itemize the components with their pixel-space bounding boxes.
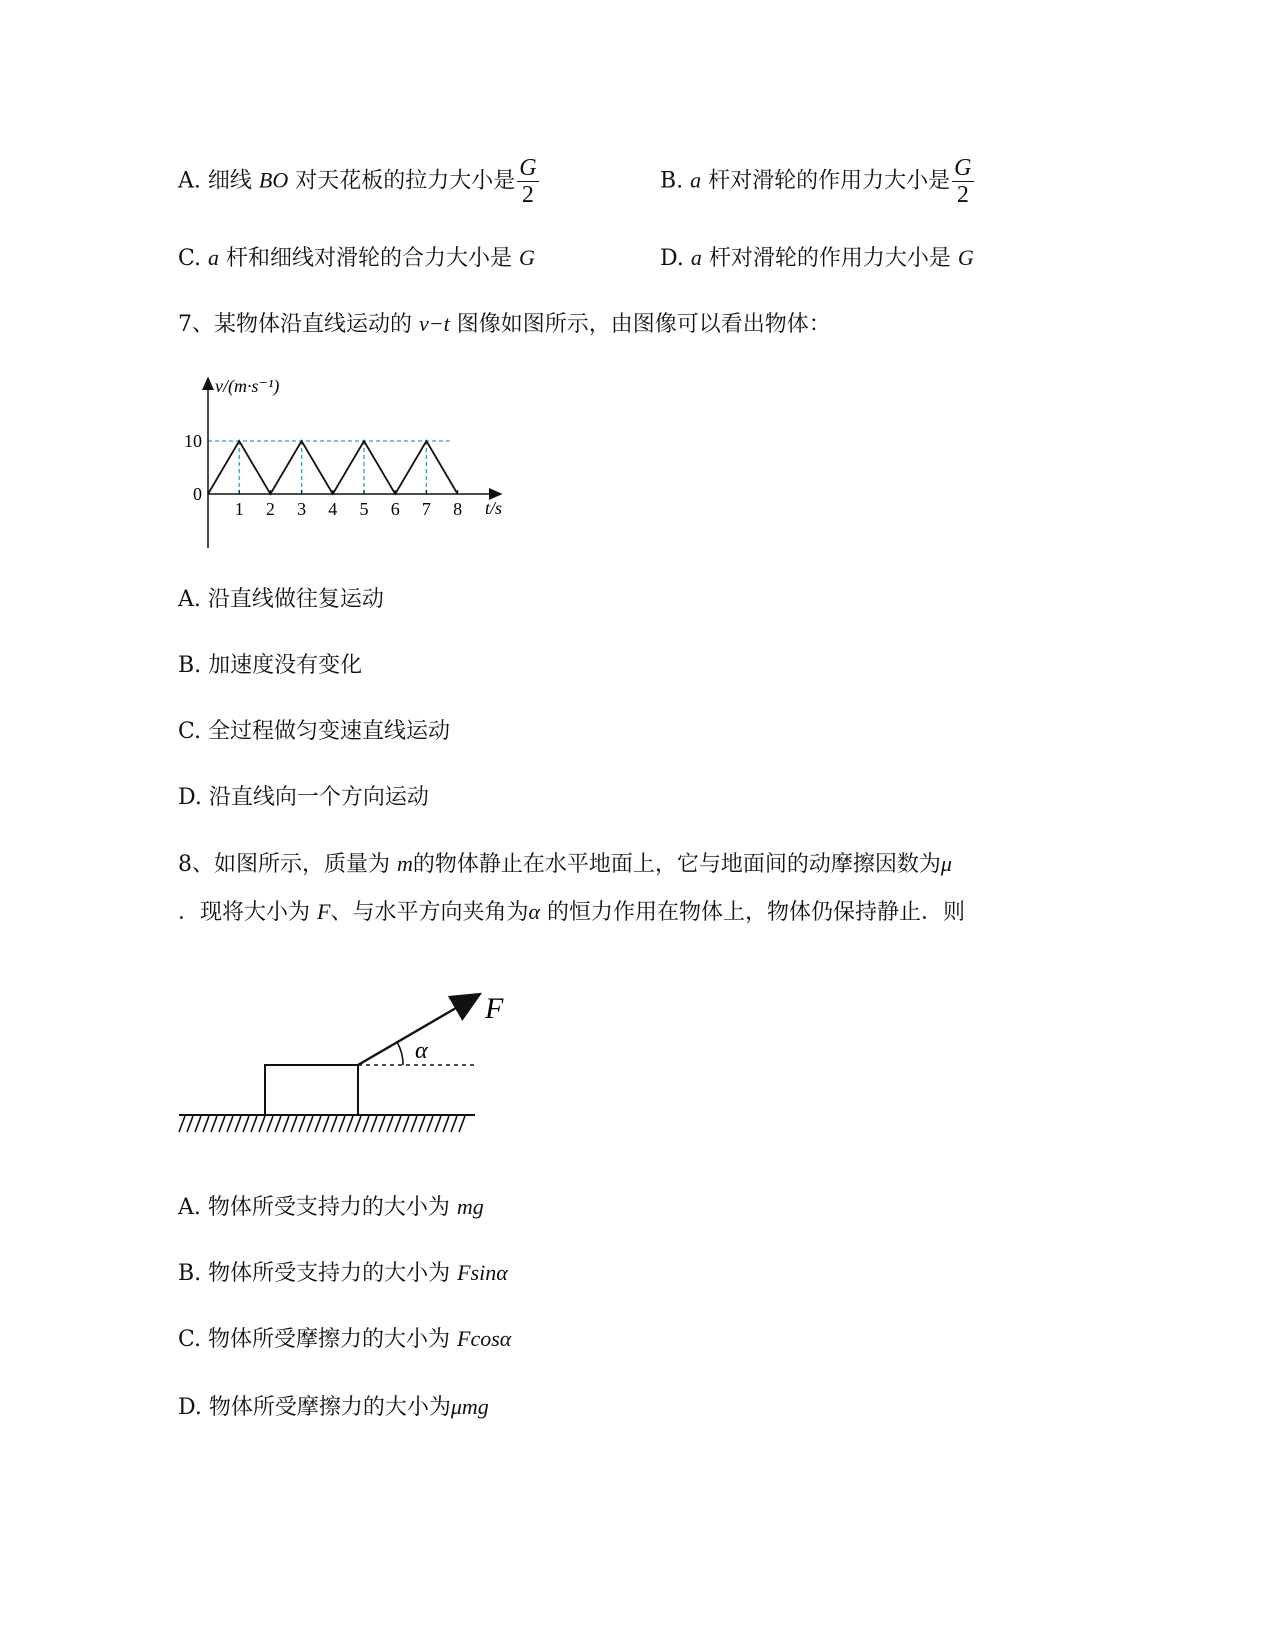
q6-option-a: A. 细线 BO 对天花板的拉力大小是 $\frac{G}{2}$ [178, 155, 537, 208]
angle-label: α [415, 1038, 428, 1064]
q7-option-c: C. 全过程做匀变速直线运动 [178, 719, 451, 744]
x-tick-label: 7 [421, 499, 431, 519]
y-tick-label: 0 [193, 484, 202, 504]
q6-option-c: C. a 杆和细线对滑轮的合力大小是 G [178, 245, 535, 271]
q7-option-d: D. 沿直线向一个方向运动 [178, 785, 429, 810]
x-tick-label: 6 [390, 499, 400, 519]
q8-stem-line2: ．现将大小为 F、与水平方向夹角为α 的恒力作用在物体上，物体仍保持静止．则 [178, 899, 966, 925]
x-tick-label: 1 [234, 499, 244, 519]
x-tick-label: 5 [359, 499, 369, 519]
fraction-g-over-2: $\frac{G}{2}$ [954, 155, 972, 208]
q7-stem: 7、某物体沿直线运动的 v−t 图像如图所示，由图像可以看出物体： [178, 311, 831, 337]
x-axis-label: t/s [485, 498, 503, 518]
q6-option-b: B. a 杆对滑轮的作用力大小是 $\frac{G}{2}$ [660, 155, 972, 208]
y-axis-label: v/(m·s⁻¹) [215, 376, 280, 396]
q8-option-d: D. 物体所受摩擦力的大小为μmg [178, 1394, 489, 1420]
block [265, 1065, 358, 1115]
q7-option-a: A. 沿直线做往复运动 [178, 587, 384, 612]
x-tick-label: 8 [453, 499, 463, 519]
force-label: F [485, 992, 504, 1025]
q8-stem-line1: 8、如图所示，质量为 m的物体静止在水平地面上，它与地面间的动摩擦因数为μ [178, 851, 952, 877]
angle-arc [397, 1042, 403, 1065]
q8-option-c: C. 物体所受摩擦力的大小为 Fcosα [178, 1326, 512, 1352]
force-diagram [175, 980, 515, 1140]
var-bo: BO [258, 167, 289, 193]
velocity-series-line [208, 441, 458, 494]
ground-hatching [179, 1116, 465, 1132]
fraction-g-over-2: $\frac{G}{2}$ [519, 155, 537, 208]
x-tick-label: 2 [265, 499, 275, 519]
y-tick-label: 10 [184, 431, 202, 451]
q7-option-b: B. 加速度没有变化 [178, 653, 363, 678]
x-tick-label: 3 [297, 499, 307, 519]
q8-option-a: A. 物体所受支持力的大小为 mg [178, 1194, 484, 1220]
q6-option-d: D. a 杆对滑轮的作用力大小是 G [660, 245, 974, 271]
q8-option-b: B. 物体所受支持力的大小为 Fsinα [178, 1260, 508, 1286]
x-tick-label: 4 [328, 499, 338, 519]
vt-chart [175, 370, 515, 560]
